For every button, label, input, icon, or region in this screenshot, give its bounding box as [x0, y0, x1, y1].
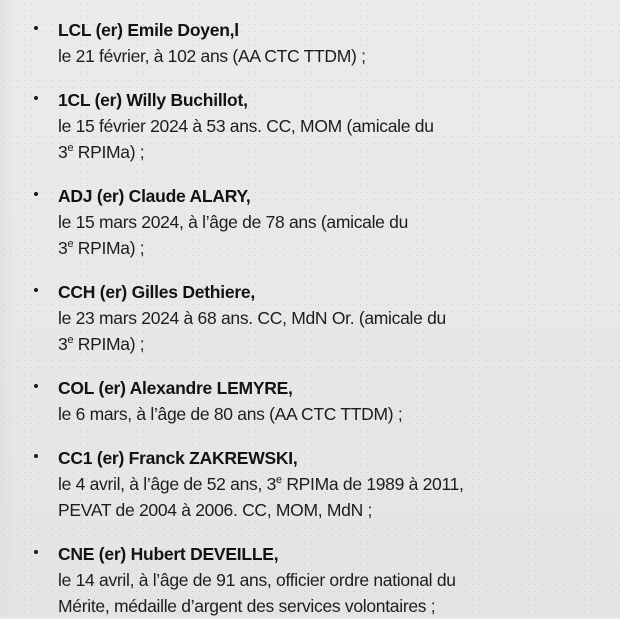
obituary-entry	[30, 87, 596, 165]
obituary-entry	[30, 17, 596, 69]
detail-text: 3	[58, 238, 68, 258]
detail-text: le 15 mars 2024, à l’âge de 78 ans (amicale du	[58, 212, 409, 232]
obituary-entry	[30, 445, 596, 523]
ordinal-superscript: e	[67, 334, 74, 347]
ordinal-superscript: e	[67, 142, 74, 155]
obituary-entry	[30, 375, 596, 427]
detail-text-tail: RPIMa) ;	[73, 334, 145, 354]
detail-text: le 21 février, à 102 ans (AA CTC TTDM) ;	[58, 46, 366, 66]
detail-text-tail: RPIMa) ;	[73, 142, 145, 162]
entry-detail-line	[58, 401, 596, 427]
entry-detail-line	[58, 331, 596, 357]
detail-text: 3	[58, 142, 68, 162]
detail-text: Mérite, médaille d’argent des services volontaires ;	[58, 596, 436, 616]
bullet-icon	[34, 26, 38, 30]
detail-text: le 4 avril, à l’âge de 52 ans, 3	[58, 474, 277, 494]
obituary-entry-list	[30, 17, 596, 619]
detail-text-tail: RPIMa) ;	[73, 238, 145, 258]
entry-detail-line	[58, 139, 596, 165]
obituary-entry	[30, 183, 596, 261]
entry-name: LCL (er) Emile Doyen,l	[58, 20, 239, 40]
entry-detail-line	[58, 113, 596, 139]
entry-detail-line	[58, 593, 596, 619]
detail-text: le 14 avril, à l’âge de 91 ans, officier ordre national du	[58, 570, 456, 590]
entry-detail-line	[58, 567, 596, 593]
bullet-icon	[34, 96, 38, 100]
detail-text: le 6 mars, à l’âge de 80 ans (AA CTC TTDM) ;	[58, 404, 403, 424]
ordinal-superscript: e	[276, 474, 282, 487]
entry-detail-line	[58, 471, 596, 497]
bullet-icon	[34, 192, 38, 196]
entry-name: COL (er) Alexandre LEMYRE,	[58, 378, 293, 398]
entry-name: 1CL (er) Willy Buchillot,	[58, 90, 248, 110]
entry-name: CC1 (er) Franck ZAKREWSKI,	[58, 448, 298, 468]
obituary-entry	[30, 541, 596, 619]
detail-text: 3	[58, 334, 68, 354]
entry-detail-line	[58, 497, 596, 523]
detail-text: le 23 mars 2024 à 68 ans. CC, MdN Or. (amicale du	[58, 308, 446, 328]
entry-detail-line	[58, 209, 596, 235]
entry-name: CCH (er) Gilles Dethiere,	[58, 282, 255, 302]
ordinal-superscript: e	[67, 238, 74, 251]
entry-detail-line	[58, 235, 596, 261]
entry-name: CNE (er) Hubert DEVEILLE,	[58, 544, 279, 564]
entry-detail-line	[58, 43, 596, 69]
detail-text-tail: RPIMa de 1989 à 2011,	[281, 474, 464, 494]
detail-text: le 15 février 2024 à 53 ans. CC, MOM (amicale du	[58, 116, 434, 136]
obituary-entry	[30, 279, 596, 357]
entry-detail-line	[58, 305, 596, 331]
detail-text: PEVAT de 2004 à 2006. CC, MOM, MdN ;	[58, 500, 373, 520]
bullet-icon	[34, 288, 38, 292]
bullet-icon	[34, 384, 38, 388]
bullet-icon	[34, 454, 38, 458]
bullet-icon	[34, 550, 38, 554]
entry-name: ADJ (er) Claude ALARY,	[58, 186, 251, 206]
